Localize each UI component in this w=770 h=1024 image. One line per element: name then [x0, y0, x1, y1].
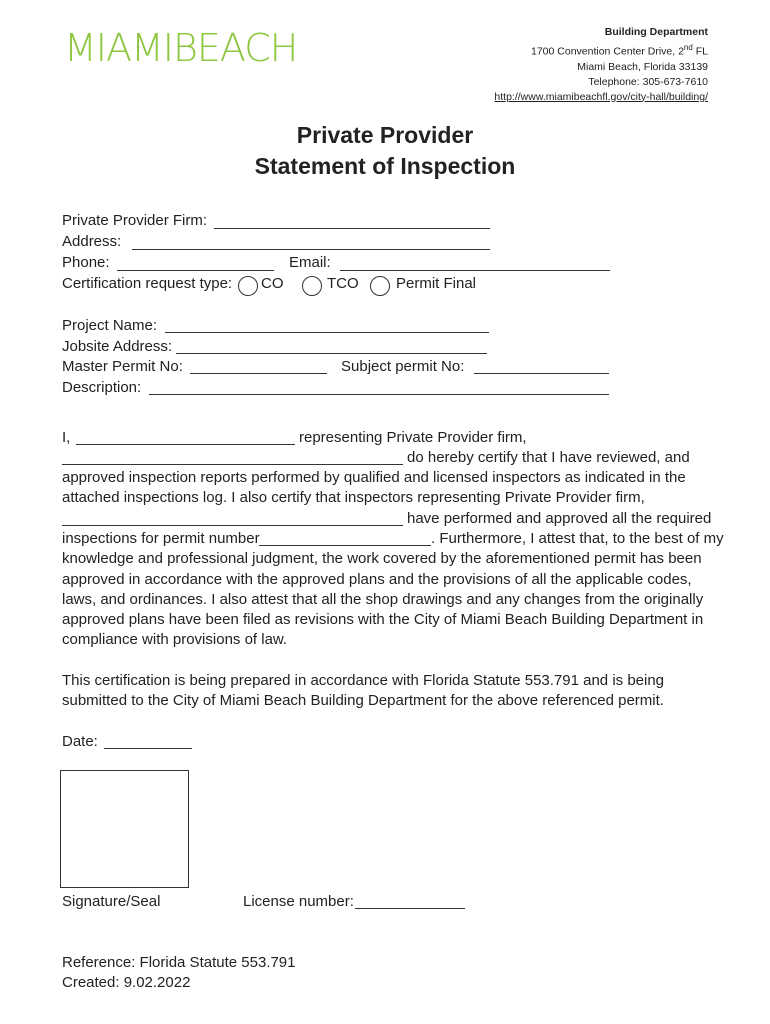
project-name-label: Project Name: [62, 317, 158, 334]
address-label: Address: [62, 233, 122, 250]
department-address: 1700 Convention Center Drive, 2nd FL [531, 43, 708, 58]
tco-label: TCO [327, 275, 359, 292]
phone-label: Phone: [62, 254, 110, 271]
department-name: Building Department [604, 26, 708, 38]
department-link[interactable]: http://www.miamibeachfl.gov/city-hall/building/ [494, 90, 708, 103]
subject-permit-field[interactable] [474, 373, 609, 374]
jobsite-label: Jobsite Address: [62, 338, 173, 355]
co-radio[interactable] [238, 276, 258, 296]
license-label: License number: [243, 893, 354, 910]
signature-label: Signature/Seal [62, 893, 161, 910]
certification-line-2: submitted to the City of Miami Beach Building Department for the above referenced permit. [62, 692, 664, 709]
statement-line-6a: inspections for permit number [62, 530, 260, 547]
statement-line-11: compliance with provisions of law. [62, 631, 288, 648]
statement-line-5: have performed and approved all the required [407, 510, 712, 527]
signature-seal-box[interactable] [60, 770, 189, 888]
co-label: CO [261, 275, 284, 292]
address-field[interactable] [132, 249, 490, 250]
statement-line-8: approved in accordance with the approved plans and the provisions of all the applicable codes, [62, 571, 692, 588]
certification-line-1: This certification is being prepared in accordance with Florida Statute 553.791 and is being [62, 672, 665, 689]
miami-beach-logo [64, 26, 297, 70]
logo-beach: BEACH [172, 26, 298, 70]
title-line-2: Statement of Inspection [254, 153, 516, 179]
reference-text: Reference: Florida Statute 553.791 [62, 954, 296, 971]
license-field[interactable] [355, 908, 465, 909]
description-field[interactable] [149, 394, 609, 395]
department-info [494, 25, 708, 105]
statement-line-6b: . Furthermore, I attest that, to the best of my [431, 530, 724, 547]
email-label: Email: [289, 254, 331, 271]
page-title [0, 120, 770, 182]
permit-final-radio[interactable] [370, 276, 390, 296]
master-permit-label: Master Permit No: [62, 358, 183, 375]
statement-line-10: approved plans have been filed as revisions with the City of Miami Beach Building Department in [62, 611, 704, 628]
statement-line-7: knowledge and professional judgment, the work covered by the aforementioned permit has been [62, 550, 702, 567]
department-city: Miami Beach, Florida 33139 [577, 60, 708, 73]
statement-certify: do hereby certify that I have reviewed, and [407, 449, 690, 466]
statement-line-4: attached inspections log. I also certify that inspectors representing Private Provider firm, [62, 489, 645, 506]
master-permit-field[interactable] [190, 373, 327, 374]
provider-name-field[interactable] [76, 444, 295, 445]
statement-line-9: laws, and ordinances. I also attest that all the shop drawings and any changes from the originally [62, 591, 704, 608]
project-name-field[interactable] [165, 332, 489, 333]
permit-number-field[interactable] [259, 545, 431, 546]
created-text: Created: 9.02.2022 [62, 974, 191, 991]
firm-field[interactable] [214, 228, 490, 229]
statement-line-3: approved inspection reports performed by qualified and licensed inspectors as indicated in the [62, 469, 686, 486]
jobsite-field[interactable] [176, 353, 487, 354]
firm-label: Private Provider Firm: [62, 212, 208, 229]
tco-radio[interactable] [302, 276, 322, 296]
date-label: Date: [62, 733, 98, 750]
inspectors-firm-field[interactable] [62, 525, 403, 526]
provider-firm-field[interactable] [62, 464, 403, 465]
email-field[interactable] [340, 270, 610, 271]
phone-field[interactable] [117, 270, 274, 271]
title-line-1: Private Provider [296, 122, 474, 148]
description-label: Description: [62, 379, 142, 396]
department-telephone: Telephone: 305-673-7610 [588, 75, 708, 88]
statement-representing: representing Private Provider firm, [299, 429, 527, 446]
cert-type-label: Certification request type: [62, 275, 233, 292]
date-field[interactable] [104, 748, 192, 749]
permit-final-label: Permit Final [396, 275, 477, 292]
subject-permit-label: Subject permit No: [341, 358, 465, 375]
statement-i: I, [62, 429, 71, 446]
logo-miami: MIAMI [64, 26, 173, 70]
